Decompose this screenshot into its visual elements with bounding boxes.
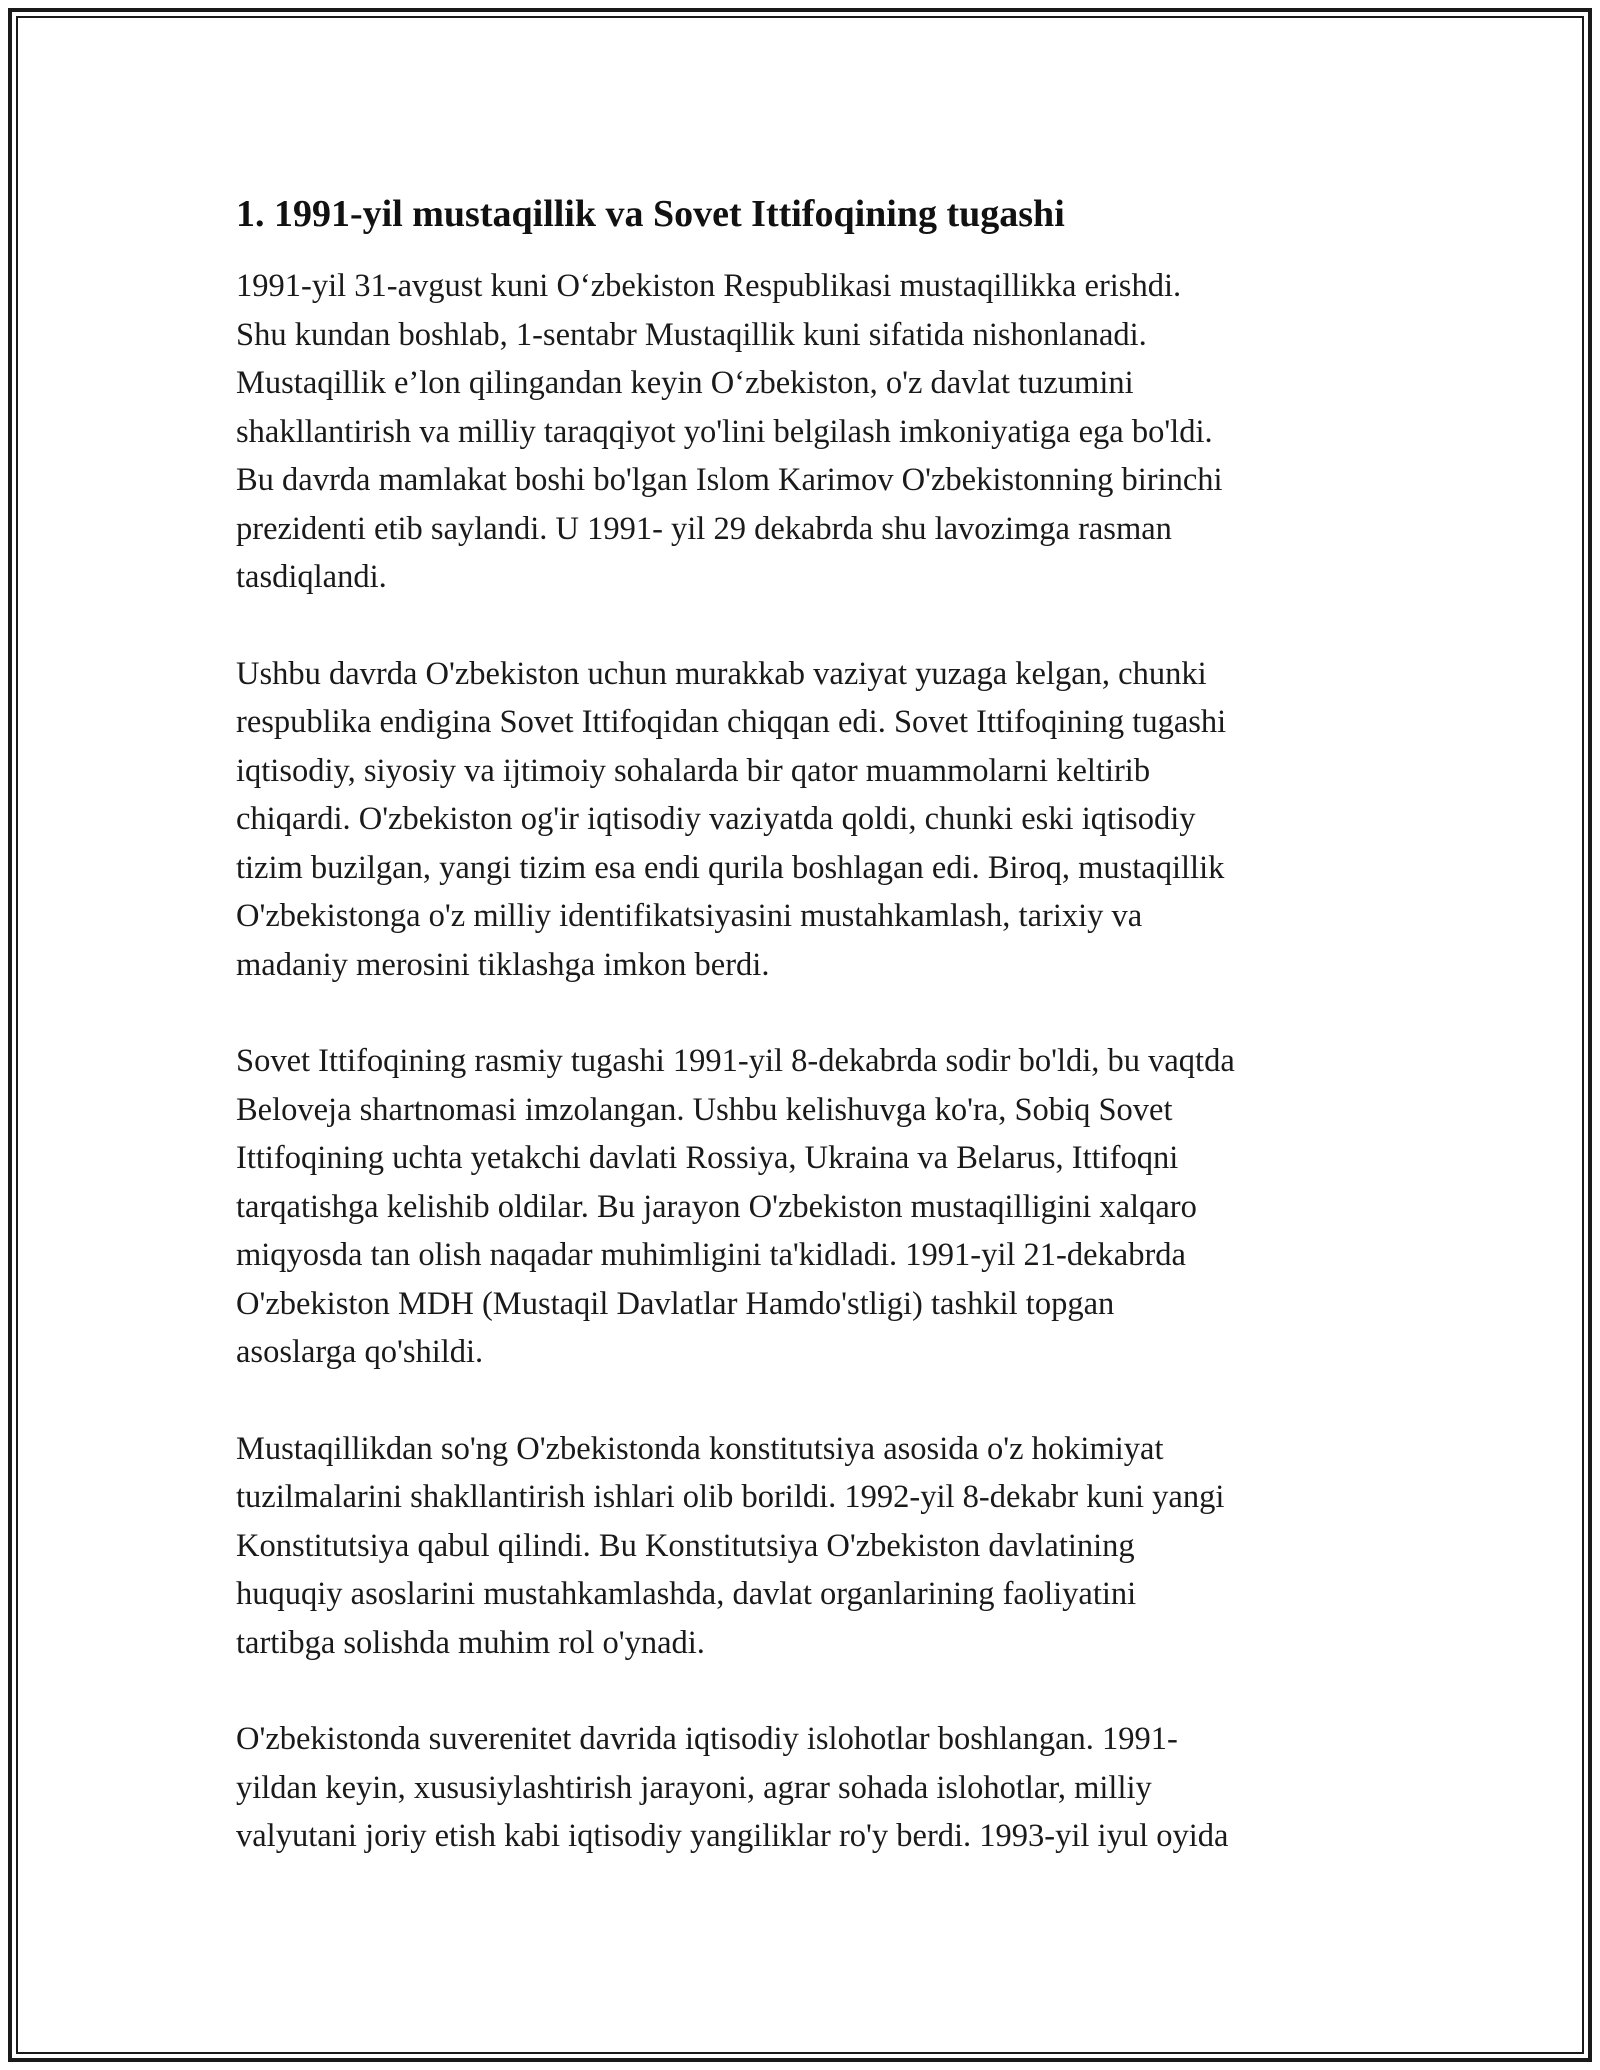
text-line: Konstitutsiya qabul qilindi. Bu Konstitutsiya O'zbekiston davlatining: [236, 1527, 1135, 1564]
text-line: Mustaqillik e’lon qilingandan keyin O‘zbekiston, o'z davlat tuzumini: [236, 365, 1134, 401]
paragraph-3: [236, 1037, 1376, 1377]
paragraph-1: [236, 262, 1376, 602]
text-line: madaniy merosini tiklashga imkon berdi.: [236, 946, 770, 983]
text-line: Beloveja shartnomasi imzolangan. Ushbu kelishuvga ko'ra, Sobiq Sovet: [236, 1091, 1173, 1128]
text-line: Bu davrda mamlakat boshi bo'lgan Islom Karimov O'zbekistonning birinchi: [236, 462, 1223, 498]
text-line: tizim buzilgan, yangi tizim esa endi qurila boshlagan edi. Biroq, mustaqillik: [236, 849, 1225, 886]
text-line: O'zbekiston MDH (Mustaqil Davlatlar Hamdo'stligi) tashkil topgan: [236, 1285, 1115, 1322]
document-body: [236, 186, 1376, 1909]
text-line: tartibga solishda muhim rol o'ynadi.: [236, 1624, 705, 1661]
text-line: shakllantirish va milliy taraqqiyot yo'lini belgilash imkoniyatiga ega bo'ldi.: [236, 413, 1213, 450]
text-line: yildan keyin, xususiylashtirish jarayoni, agrar sohada islohotlar, milliy: [236, 1769, 1152, 1806]
text-line: asoslarga qo'shildi.: [236, 1334, 484, 1370]
section-heading: 1. 1991-yil mustaqillik va Sovet Ittifoqining tugashi: [236, 193, 1065, 235]
text-line: chiqardi. O'zbekiston og'ir iqtisodiy vaziyatda qoldi, chunki eski iqtisodiy: [236, 801, 1196, 837]
text-line: tuzilmalarini shakllantirish ishlari olib borildi. 1992-yil 8-dekabr kuni yangi: [236, 1479, 1225, 1515]
text-line: O'zbekistonda suverenitet davrida iqtisodiy islohotlar boshlangan. 1991-: [236, 1721, 1178, 1757]
text-line: huquqiy asoslarini mustahkamlashda, davlat organlarining faoliyatini: [236, 1576, 1137, 1612]
text-line: miqyosda tan olish naqadar muhimligini ta'kidladi. 1991-yil 21-dekabrda: [236, 1237, 1186, 1273]
text-line: Mustaqillikdan so'ng O'zbekistonda konstitutsiya asosida o'z hokimiyat: [236, 1430, 1164, 1467]
text-line: valyutani joriy etish kabi iqtisodiy yangiliklar ro'y berdi. 1993-yil iyul oyida: [236, 1818, 1229, 1854]
text-line: Sovet Ittifoqining rasmiy tugashi 1991-yil 8-dekabrda sodir bo'ldi, bu vaqtda: [236, 1043, 1235, 1079]
text-line: O'zbekistonga o'z milliy identifikatsiyasini mustahkamlash, tarixiy va: [236, 898, 1143, 934]
paragraph-5: [236, 1715, 1376, 1861]
paragraph-2: [236, 650, 1376, 990]
text-line: tarqatishga kelishib oldilar. Bu jarayon O'zbekiston mustaqilligini xalqaro: [236, 1188, 1197, 1225]
text-line: Ushbu davrda O'zbekiston uchun murakkab vaziyat yuzaga kelgan, chunki: [236, 655, 1207, 692]
text-line: tasdiqlandi.: [236, 559, 387, 595]
text-line: Shu kundan boshlab, 1-sentabr Mustaqillik kuni sifatida nishonlanadi.: [236, 316, 1147, 353]
text-line: Ittifoqining uchta yetakchi davlati Rossiya, Ukraina va Belarus, Ittifoqni: [236, 1140, 1179, 1176]
text-line: 1991-yil 31-avgust kuni O‘zbekiston Respublikasi mustaqillikka erishdi.: [236, 268, 1182, 304]
text-line: iqtisodiy, siyosiy va ijtimoiy sohalarda bir qator muammolarni keltirib: [236, 752, 1151, 789]
text-line: respublika endigina Sovet Ittifoqidan chiqqan edi. Sovet Ittifoqining tugashi: [236, 704, 1227, 740]
paragraph-4: [236, 1425, 1376, 1668]
text-line: prezidenti etib saylandi. U 1991- yil 29 dekabrda shu lavozimga rasman: [236, 510, 1172, 547]
